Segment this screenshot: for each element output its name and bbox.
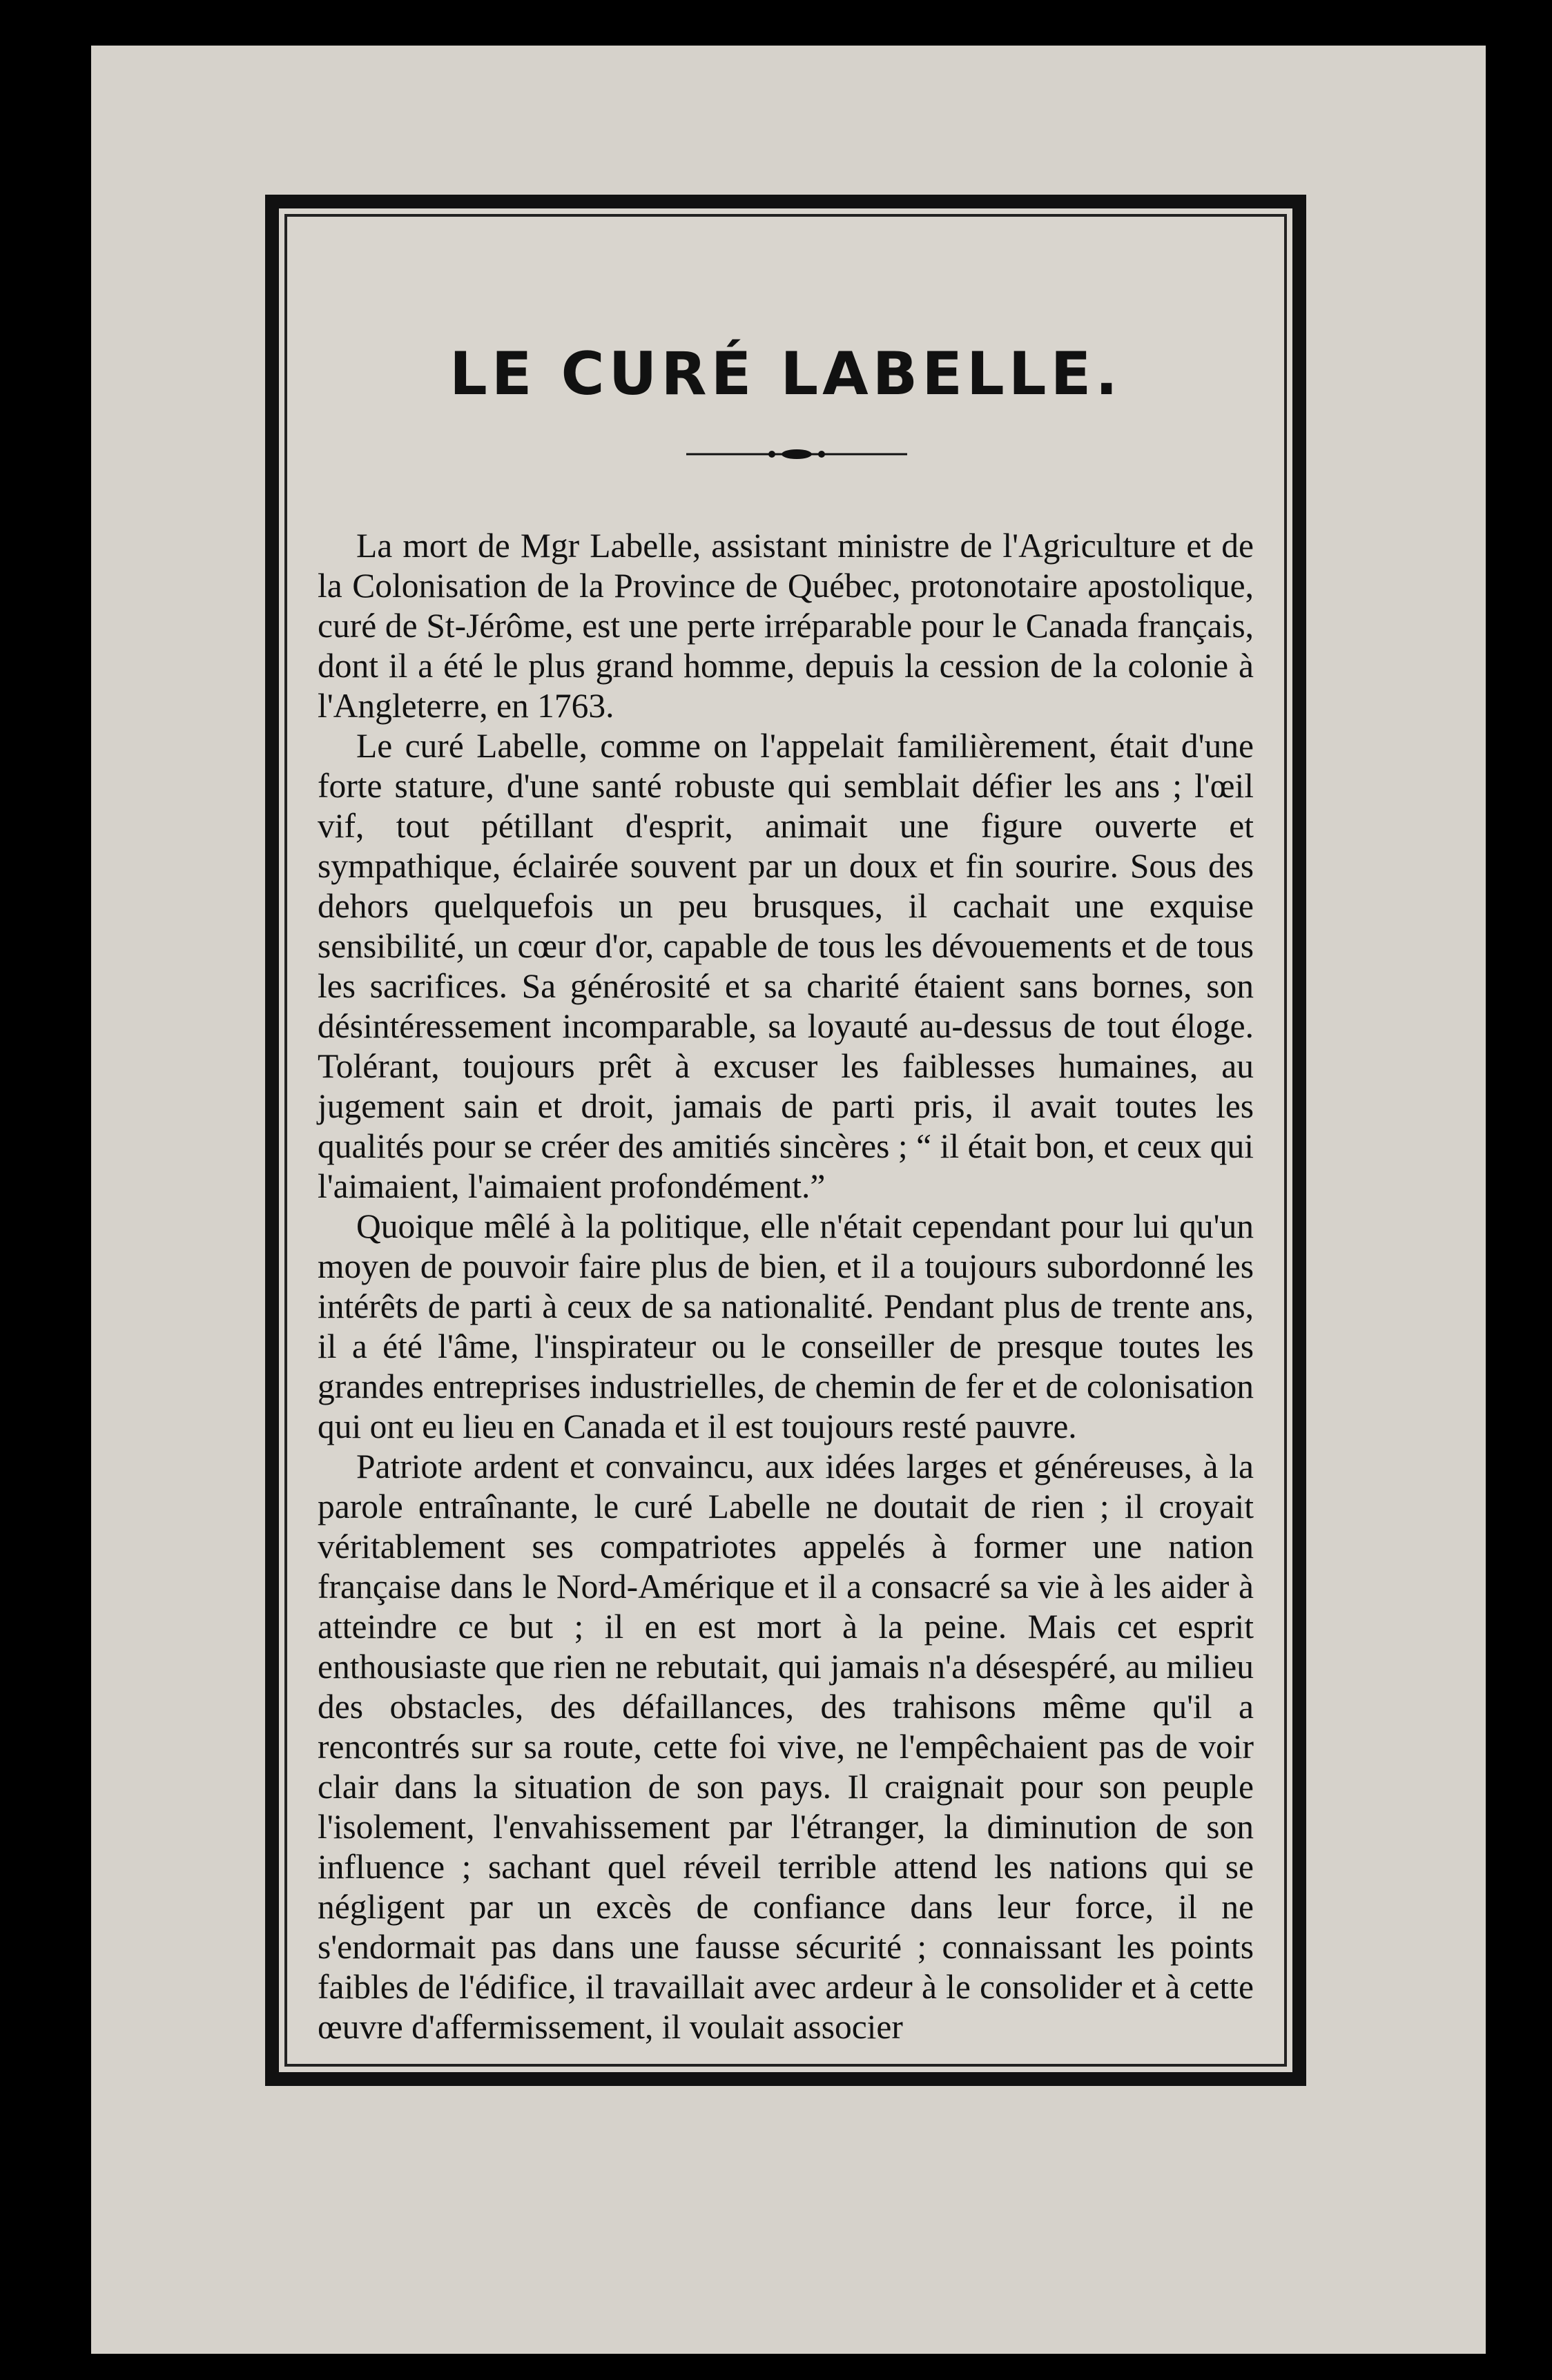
document-frame — [265, 195, 1306, 2086]
article-body — [318, 526, 1254, 2047]
title-ornament — [686, 447, 907, 461]
paragraph-4: Patriote ardent et convaincu, aux idées larges et généreuses, à la parole entraînante, le curé Labelle ne doutait de rien ; il croyait véritablement ses compatriotes appelés à former une nation française dans le Nord-Amérique et il a consacré sa vie à les aider à atteindre ce but ; il en est mort à la peine. Mais cet esprit enthousiaste que rien ne rebutait, qui jamais n'a désespéré, au milieu des obstacles, des défaillances, des trahisons même qu'il a rencontrés sur sa route, cette foi vive, ne l'empêchaient pas de voir clair dans la situation de son pays. Il craignait pour son peuple l'isolement, l'envahissement par l'étranger, la diminution de son influence ; sachant quel réveil terrible attend les nations qui se négligent par un excès de confiance dans leur force, il ne s'endormait pas dans une fausse sécurité ; connaissant les points faibles de l'édifice, il travaillait avec ardeur à le consolider et à cette œuvre d'affermissement, il voulait associer — [318, 1447, 1254, 2046]
paragraph-1: La mort de Mgr Labelle, assistant ministre de l'Agriculture et de la Colonisation de la Province de Québec, protonotaire apostolique, curé de St-Jérôme, est une perte irréparable pour le Canada français, dont il a été le plus grand homme, depuis la cession de la colonie à l'Angleterre, en 1763. — [318, 527, 1254, 725]
paragraph-3: Quoique mêlé à la politique, elle n'était cependant pour lui qu'un moyen de pouvoir faire plus de bien, et il a toujours subordonné les intérêts de parti à ceux de sa nationalité. Pendant plus de trente ans, il a été l'âme, l'inspirateur ou le conseiller de presque toutes les grandes entreprises industrielles, de chemin de fer et de colonisation qui ont eu lieu en Canada et il est toujours resté pauvre. — [318, 1207, 1254, 1445]
paragraph-2: Le curé Labelle, comme on l'appelait familièrement, était d'une forte stature, d'une santé robuste qui semblait défier les ans ; l'œil vif, tout pétillant d'esprit, animait une figure ouverte et sympathique, éclairée souvent par un doux et fin sourire. Sous des dehors quelquefois un peu brusques, il cachait une exquise sensibilité, un cœur d'or, capable de tous les dévouements et de tous les sacrifices. Sa générosité et sa charité étaient sans bornes, son désintéressement incomparable, sa loyauté au-dessus de tout éloge. Tolérant, toujours prêt à excuser les faiblesses humaines, au jugement sain et droit, jamais de parti pris, il avait toutes les qualités pour se créer des amitiés sincères ; “ il était bon, et ceux qui l'aimaient, l'aimaient profondément.” — [318, 727, 1254, 1205]
document-title: LE CURÉ LABELLE. — [449, 340, 1122, 409]
